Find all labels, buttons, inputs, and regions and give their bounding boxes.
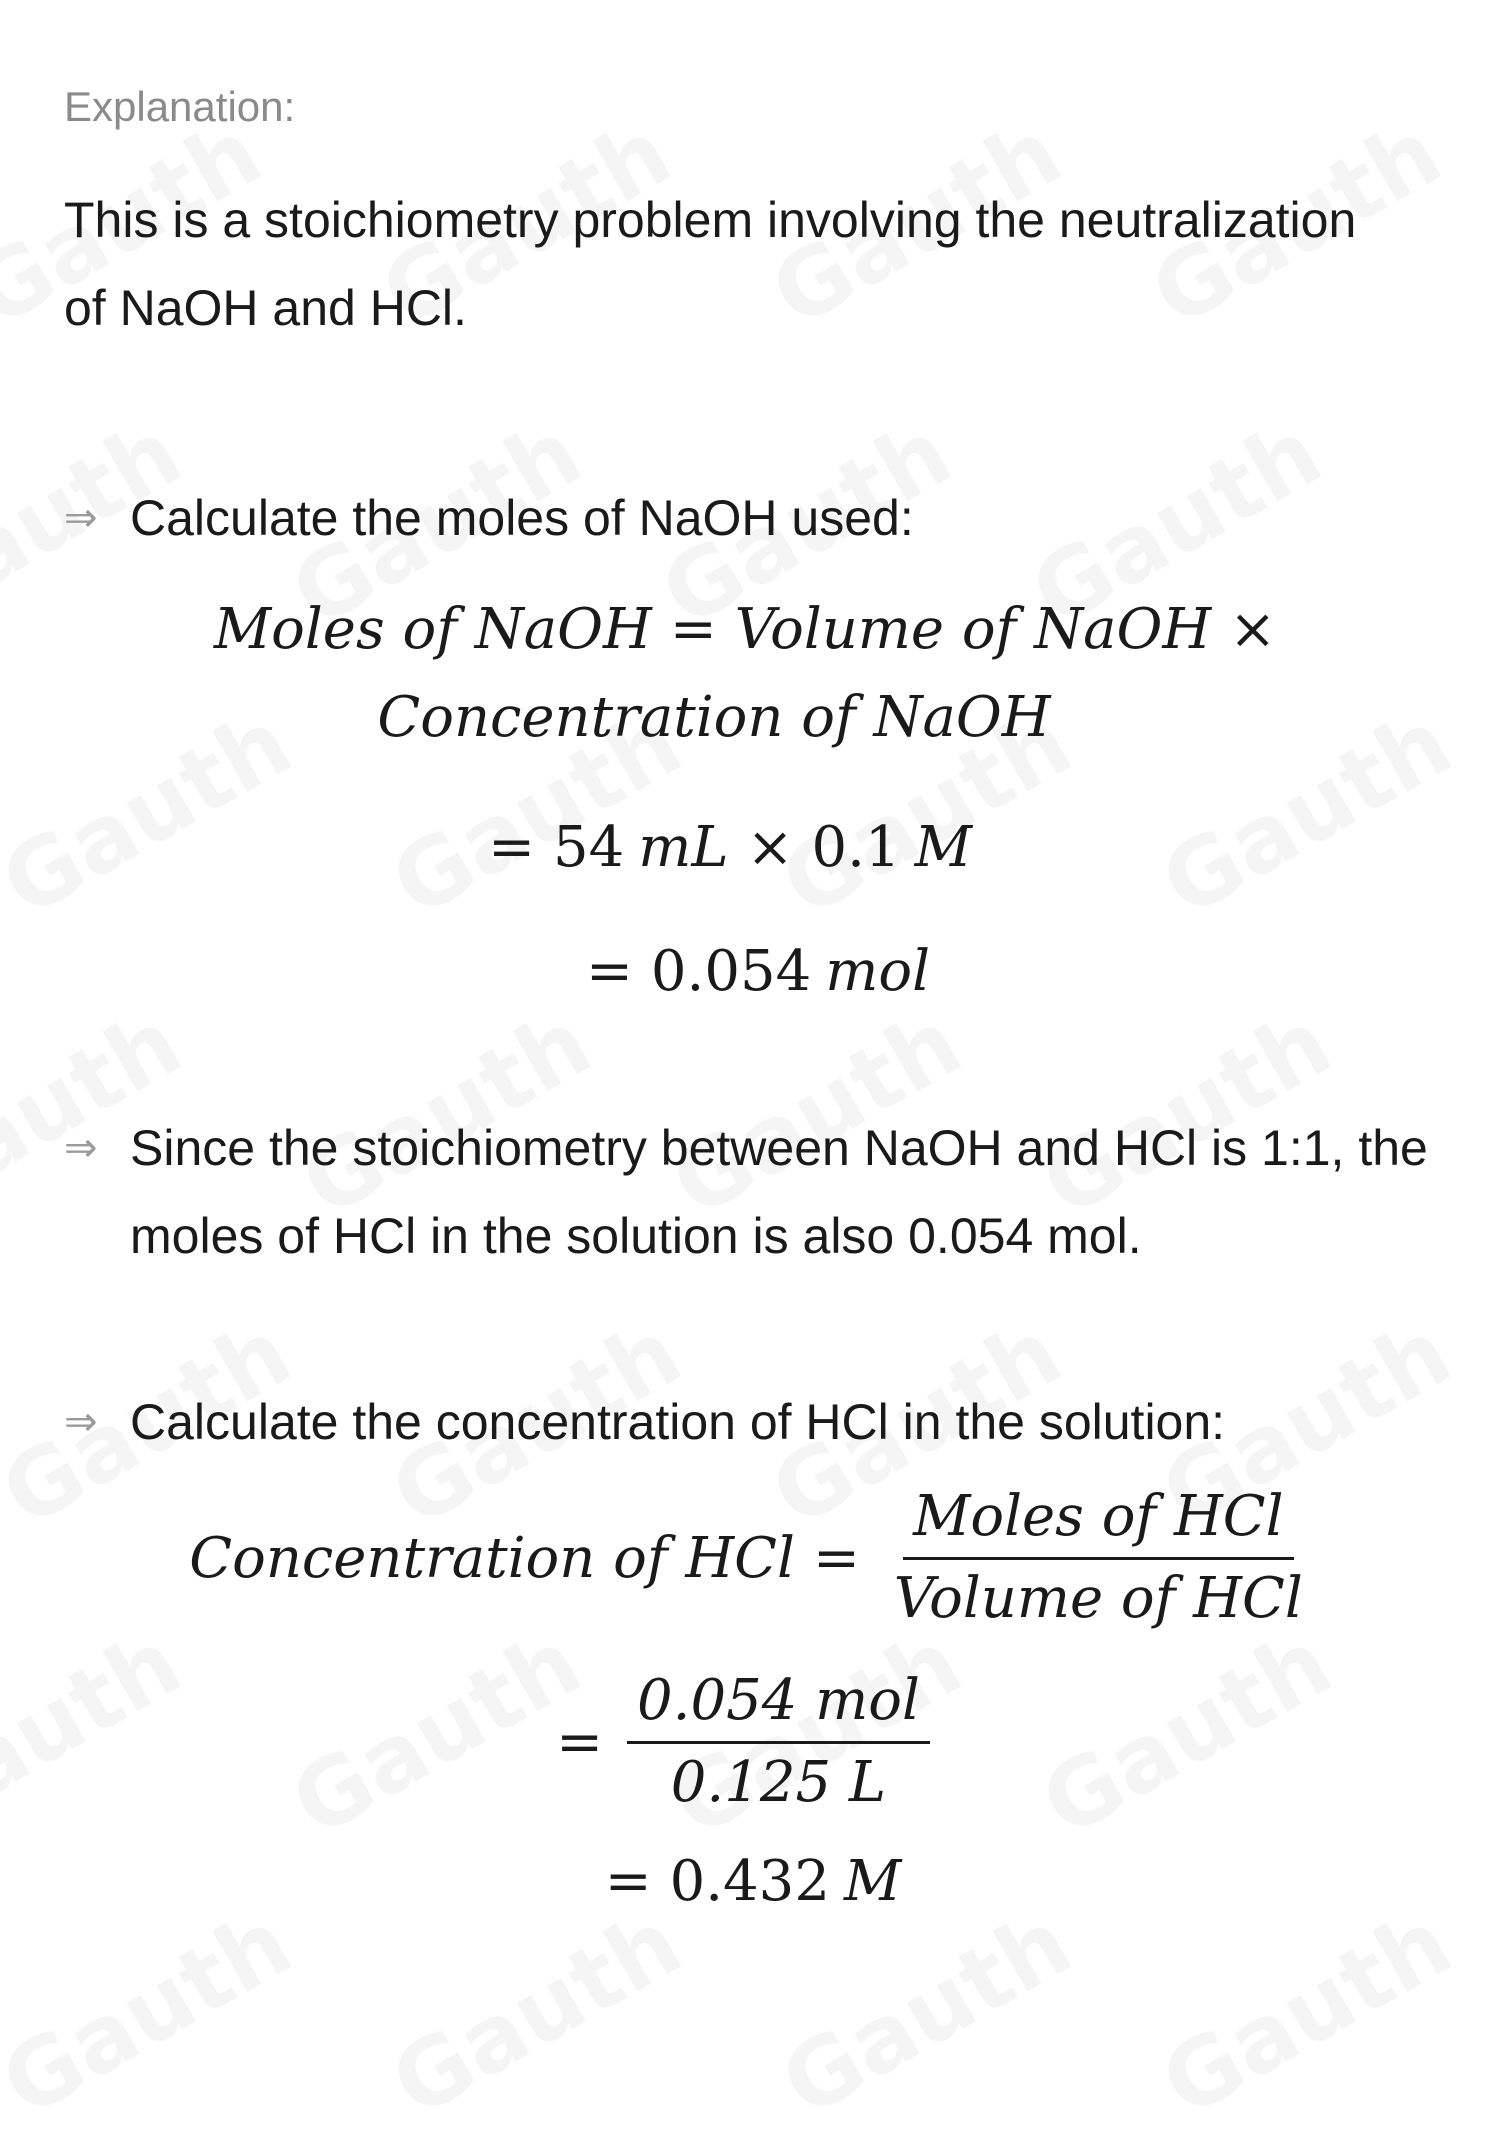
arrow-right-icon: ⇒	[64, 1400, 98, 1445]
eq2-substituted-denominator: 0.125 L	[670, 1750, 887, 1816]
eq2-numerator: Moles of HCl	[903, 1488, 1293, 1560]
step-1-text: Calculate the moles of NaOH used:	[130, 490, 914, 547]
intro-paragraph: This is a stoichiometry problem involving the neutralization of NaOH and HCl.	[64, 192, 1357, 337]
arrow-right-icon: ⇒	[64, 1126, 98, 1171]
eq1-rhs-volume: Volume of NaOH	[734, 597, 1212, 663]
explanation-panel	[64, 82, 1444, 1926]
eq1-multiply-op: ×	[1229, 597, 1277, 663]
eq2-result-value: 0.432	[669, 1849, 830, 1915]
eq2-substituted-numerator: 0.054 mol	[627, 1672, 930, 1744]
step-1	[64, 474, 1444, 562]
equation-concentration-hcl	[64, 1484, 1444, 1926]
explanation-heading: Explanation:	[64, 83, 296, 130]
eq2-result-unit: M	[843, 1849, 902, 1915]
eq1-rhs-concentration: Concentration of NaOH	[377, 685, 1051, 751]
eq1-result-value: 0.054	[650, 939, 812, 1005]
eq1-concentration-value: 0.1	[811, 815, 901, 881]
eq1-line-1: Moles of NaOH = Volume of NaOH ×	[64, 586, 1444, 674]
equation-moles-naoh	[64, 586, 1444, 1016]
eq2-line-1: Concentration of HCl = $\frac{\text{Moles of HCl}}{\text{Volume of HCl}}$	[64, 1488, 1444, 1658]
eq1-line-2	[64, 674, 1444, 762]
step-2-text: Since the stoichiometry between NaOH and HCl is 1:1, the moles of HCl in the solution is also 0.054 mol.	[130, 1120, 1428, 1265]
step-3-text: Calculate the concentration of HCl in the solution:	[130, 1394, 1226, 1451]
step-2	[64, 1104, 1444, 1280]
eq1-volume-unit: mL	[638, 815, 729, 881]
eq1-volume-value: 54	[553, 815, 625, 881]
eq2-line-2: = $\frac{\text{0.054 mol}}{0.125 L}$	[64, 1672, 1444, 1832]
eq1-concentration-unit: M	[914, 815, 972, 881]
arrow-right-icon: ⇒	[64, 496, 98, 541]
eq1-line-3: = 54 mL × 0.1 M	[488, 815, 972, 881]
eq2-denominator: Volume of HCl	[893, 1566, 1303, 1632]
eq2-line-3: = 0.432 M	[604, 1849, 902, 1915]
eq2-substituted-fraction	[621, 1668, 936, 1816]
eq2-lhs: Concentration of HCl	[189, 1526, 795, 1592]
eq1-lhs: Moles of NaOH	[213, 597, 652, 663]
step-3	[64, 1378, 1444, 1466]
eq1-result-unit: mol	[825, 939, 930, 1005]
eq1-line-4: = 0.054 mol	[586, 939, 930, 1005]
eq2-fraction	[878, 1484, 1319, 1632]
